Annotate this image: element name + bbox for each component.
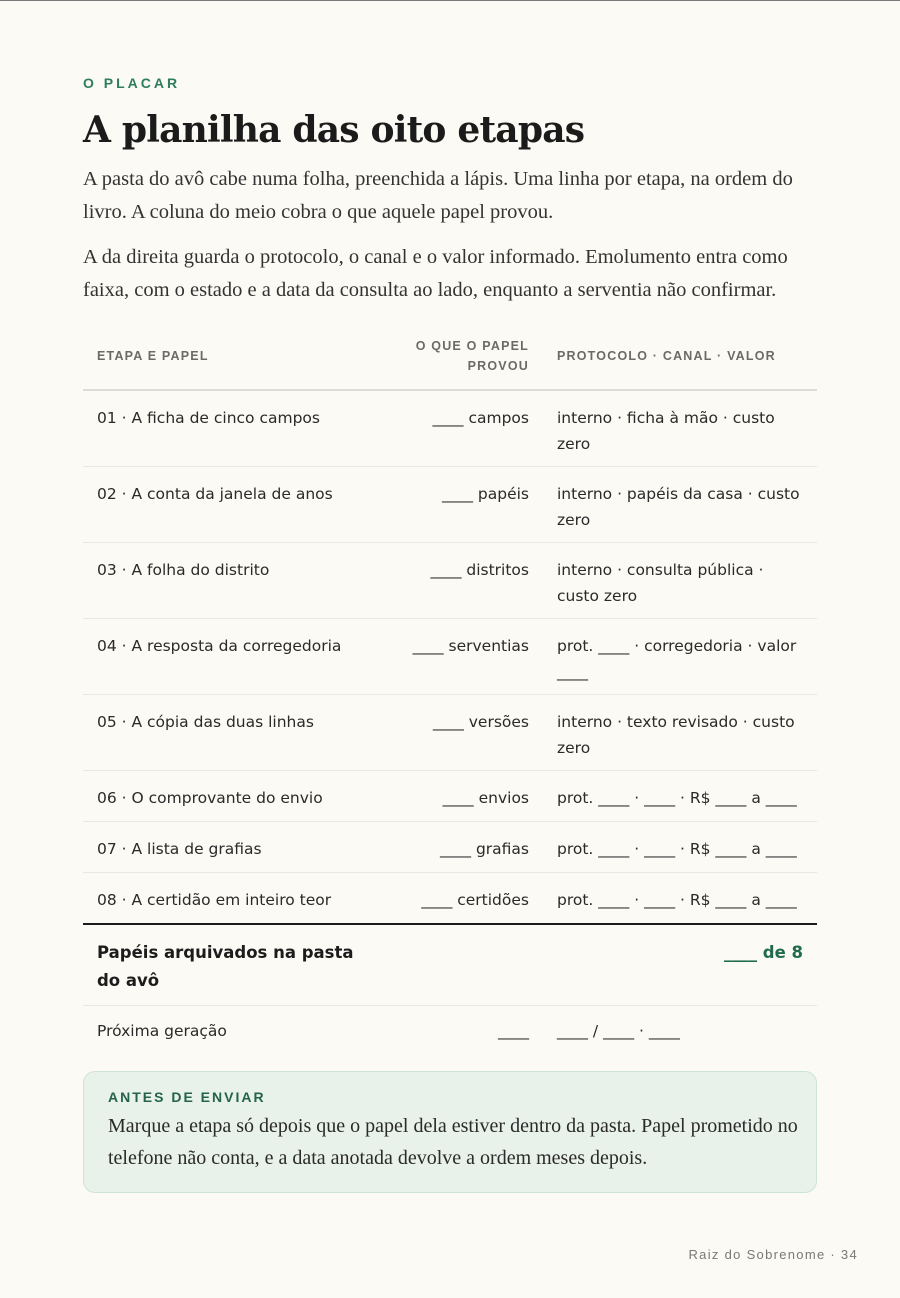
row-protocolo: interno · ficha à mão · custo zero	[557, 409, 775, 453]
table-row	[83, 771, 817, 822]
table-row	[83, 619, 817, 695]
row-protocolo: prot. ____ · corregedoria · valor ____	[557, 637, 797, 681]
row-etapa: 06 · O comprovante do envio	[97, 789, 323, 807]
header-provou: O QUE O PAPEL PROVOU	[415, 339, 529, 373]
row-protocolo: prot. ____ · ____ · R$ ____ a ____	[557, 840, 797, 858]
row-provou: ____ envios	[442, 789, 529, 807]
table-header	[83, 331, 817, 391]
table-row	[83, 543, 817, 619]
row-provou: ____ grafias	[440, 840, 529, 858]
total-value: ____ de 8	[724, 943, 803, 962]
row-provou: ____ certidões	[421, 891, 529, 909]
row-etapa: 05 · A cópia das duas linhas	[97, 713, 314, 731]
row-protocolo: interno · consulta pública · custo zero	[557, 561, 764, 605]
table-row	[83, 822, 817, 873]
row-provou: ____ campos	[432, 409, 529, 427]
section-eyebrow: O PLACAR	[83, 75, 181, 91]
row-etapa: 04 · A resposta da corregedoria	[97, 637, 342, 655]
row-etapa: 01 · A ficha de cinco campos	[97, 409, 320, 427]
table-row	[83, 873, 817, 923]
row-etapa: 02 · A conta da janela de anos	[97, 485, 333, 503]
callout-box	[83, 1071, 817, 1193]
row-protocolo: prot. ____ · ____ · R$ ____ a ____	[557, 789, 797, 807]
callout-kicker: ANTES DE ENVIAR	[108, 1089, 266, 1105]
header-protocolo: PROTOCOLO · CANAL · VALOR	[557, 349, 776, 363]
next-provou: ____	[498, 1022, 529, 1040]
table-row	[83, 467, 817, 543]
table-row	[83, 391, 817, 467]
callout-body: Marque a etapa só depois que o papel dela estiver dentro da pasta. Papel prometido no telefone não conta, e a data anotada devolve a ordem meses depois.	[108, 1115, 798, 1169]
row-protocolo: interno · papéis da casa · custo zero	[557, 485, 800, 529]
next-label: Próxima geração	[97, 1022, 227, 1040]
next-protocolo: ____ / ____ · ____	[557, 1022, 680, 1040]
row-etapa: 08 · A certidão em inteiro teor	[97, 891, 332, 909]
page-title: A planilha das oito etapas	[83, 109, 585, 151]
header-etapa: ETAPA E PAPEL	[97, 349, 209, 363]
intro-paragraph-2: A da direita guarda o protocolo, o canal e o valor informado. Emolumento entra como faixa, com o estado e a data da consulta ao lado, enquanto a serventia não confirmar.	[83, 246, 788, 301]
total-label: Papéis arquivados na pasta do avô	[97, 943, 354, 990]
row-protocolo: interno · texto revisado · custo zero	[557, 713, 795, 757]
scoreboard-table	[83, 331, 817, 1058]
row-provou: ____ papéis	[441, 485, 529, 503]
row-etapa: 03 · A folha do distrito	[97, 561, 270, 579]
intro-paragraph-1: A pasta do avô cabe numa folha, preenchida a lápis. Uma linha por etapa, na ordem do livro. A coluna do meio cobra o que aquele papel provou.	[83, 168, 793, 223]
row-provou: ____ distritos	[430, 561, 529, 579]
row-provou: ____ versões	[432, 713, 529, 731]
next-generation-row	[83, 1006, 817, 1058]
row-provou: ____ serventias	[412, 637, 529, 655]
page-footer: Raiz do Sobrenome · 34	[688, 1247, 858, 1262]
row-protocolo: prot. ____ · ____ · R$ ____ a ____	[557, 891, 797, 909]
table-row	[83, 695, 817, 771]
row-etapa: 07 · A lista de grafias	[97, 840, 262, 858]
total-row	[83, 923, 817, 1006]
